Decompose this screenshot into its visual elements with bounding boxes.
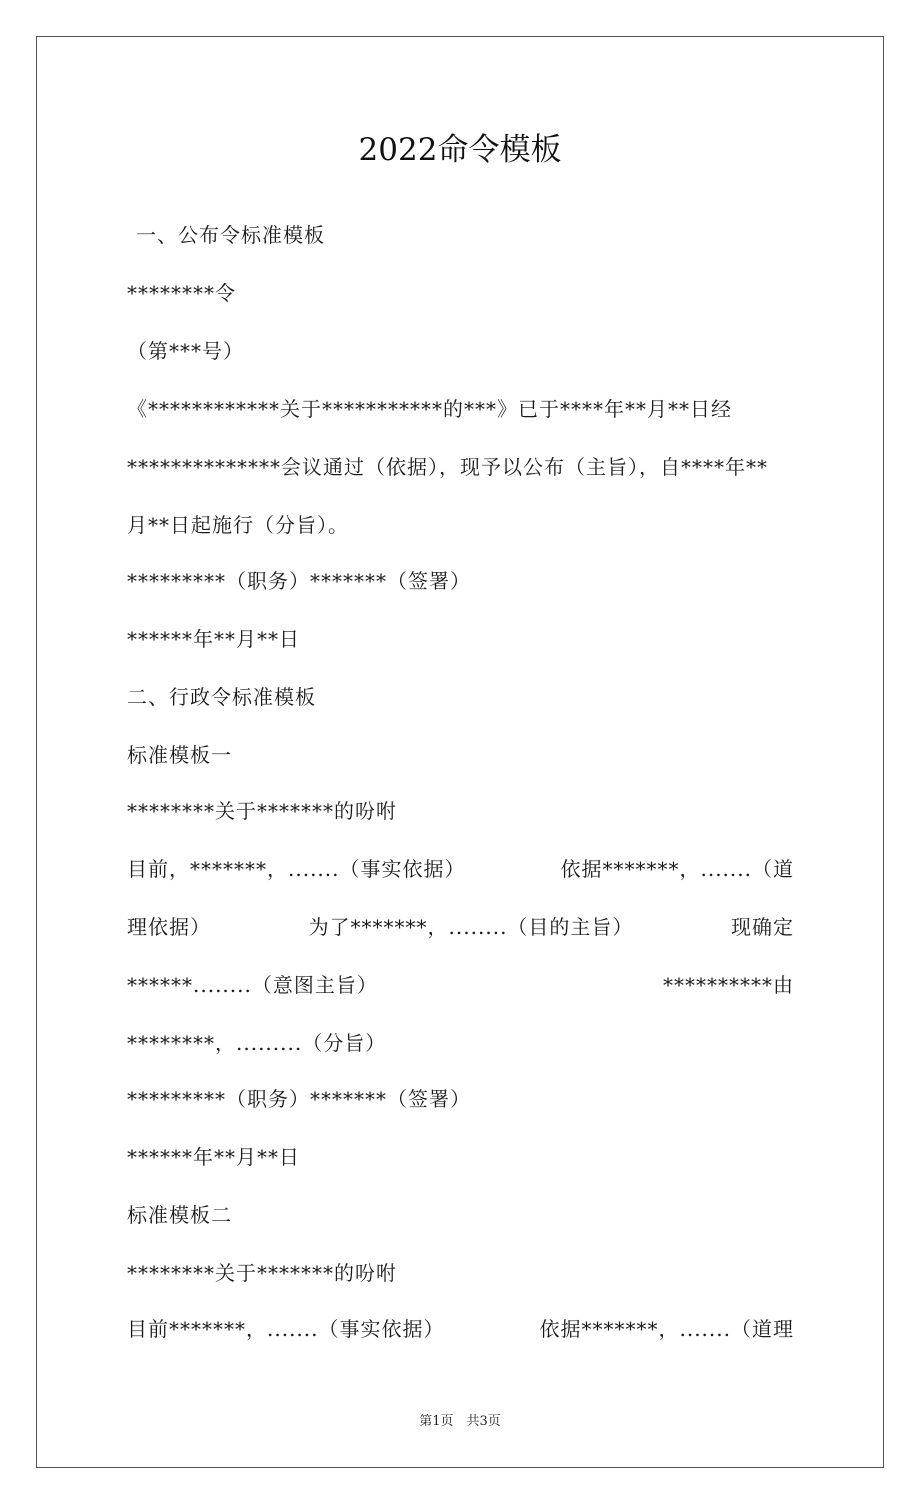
text-segment: 目前，*******，.......（事实依据） <box>127 857 466 881</box>
body-line: ********关于*******的吩咐 <box>127 799 397 823</box>
body-line: 月**日起施行（分旨）。 <box>127 513 349 537</box>
date-line: ******年**月**日 <box>127 627 300 651</box>
text-segment: 理依据） <box>127 915 211 939</box>
text-segment: 依据*******，.......（道 <box>560 857 794 881</box>
body-line: **************会议通过（依据），现予以公布（主旨），自****年** <box>127 455 768 479</box>
body-line-justified <box>127 913 794 941</box>
body-line: （第***号） <box>127 339 244 363</box>
body-line: 《************关于***********的***》已于****年**月**日经 <box>127 397 732 421</box>
section-heading-1: 一、公布令标准模板 <box>136 223 325 247</box>
page-number-footer: 第1页 共3页 <box>419 1414 501 1429</box>
signature-line: *********（职务）*******（签署） <box>127 569 471 593</box>
text-segment: 依据*******，.......（道理 <box>539 1317 794 1341</box>
body-line: ********关于*******的吩咐 <box>127 1261 397 1285</box>
body-line: ********，.........（分旨） <box>127 1031 387 1055</box>
body-line-justified <box>127 971 794 999</box>
body-line: ********令 <box>127 281 236 305</box>
text-segment: ******........（意图主旨） <box>127 973 378 997</box>
section-heading-2: 二、行政令标准模板 <box>127 685 316 709</box>
text-segment: 现确定 <box>730 915 794 939</box>
body-line-justified <box>127 855 794 883</box>
subheading: 标准模板一 <box>127 743 232 767</box>
document-title: 2022命令模板 <box>358 132 562 168</box>
signature-line: *********（职务）*******（签署） <box>127 1087 471 1111</box>
date-line: ******年**月**日 <box>127 1145 300 1169</box>
text-segment: 目前*******，.......（事实依据） <box>127 1317 445 1341</box>
subheading: 标准模板二 <box>127 1203 232 1227</box>
text-segment: **********由 <box>663 973 794 997</box>
body-line-justified <box>127 1315 794 1343</box>
text-segment: 为了*******，........（目的主旨） <box>308 915 634 939</box>
